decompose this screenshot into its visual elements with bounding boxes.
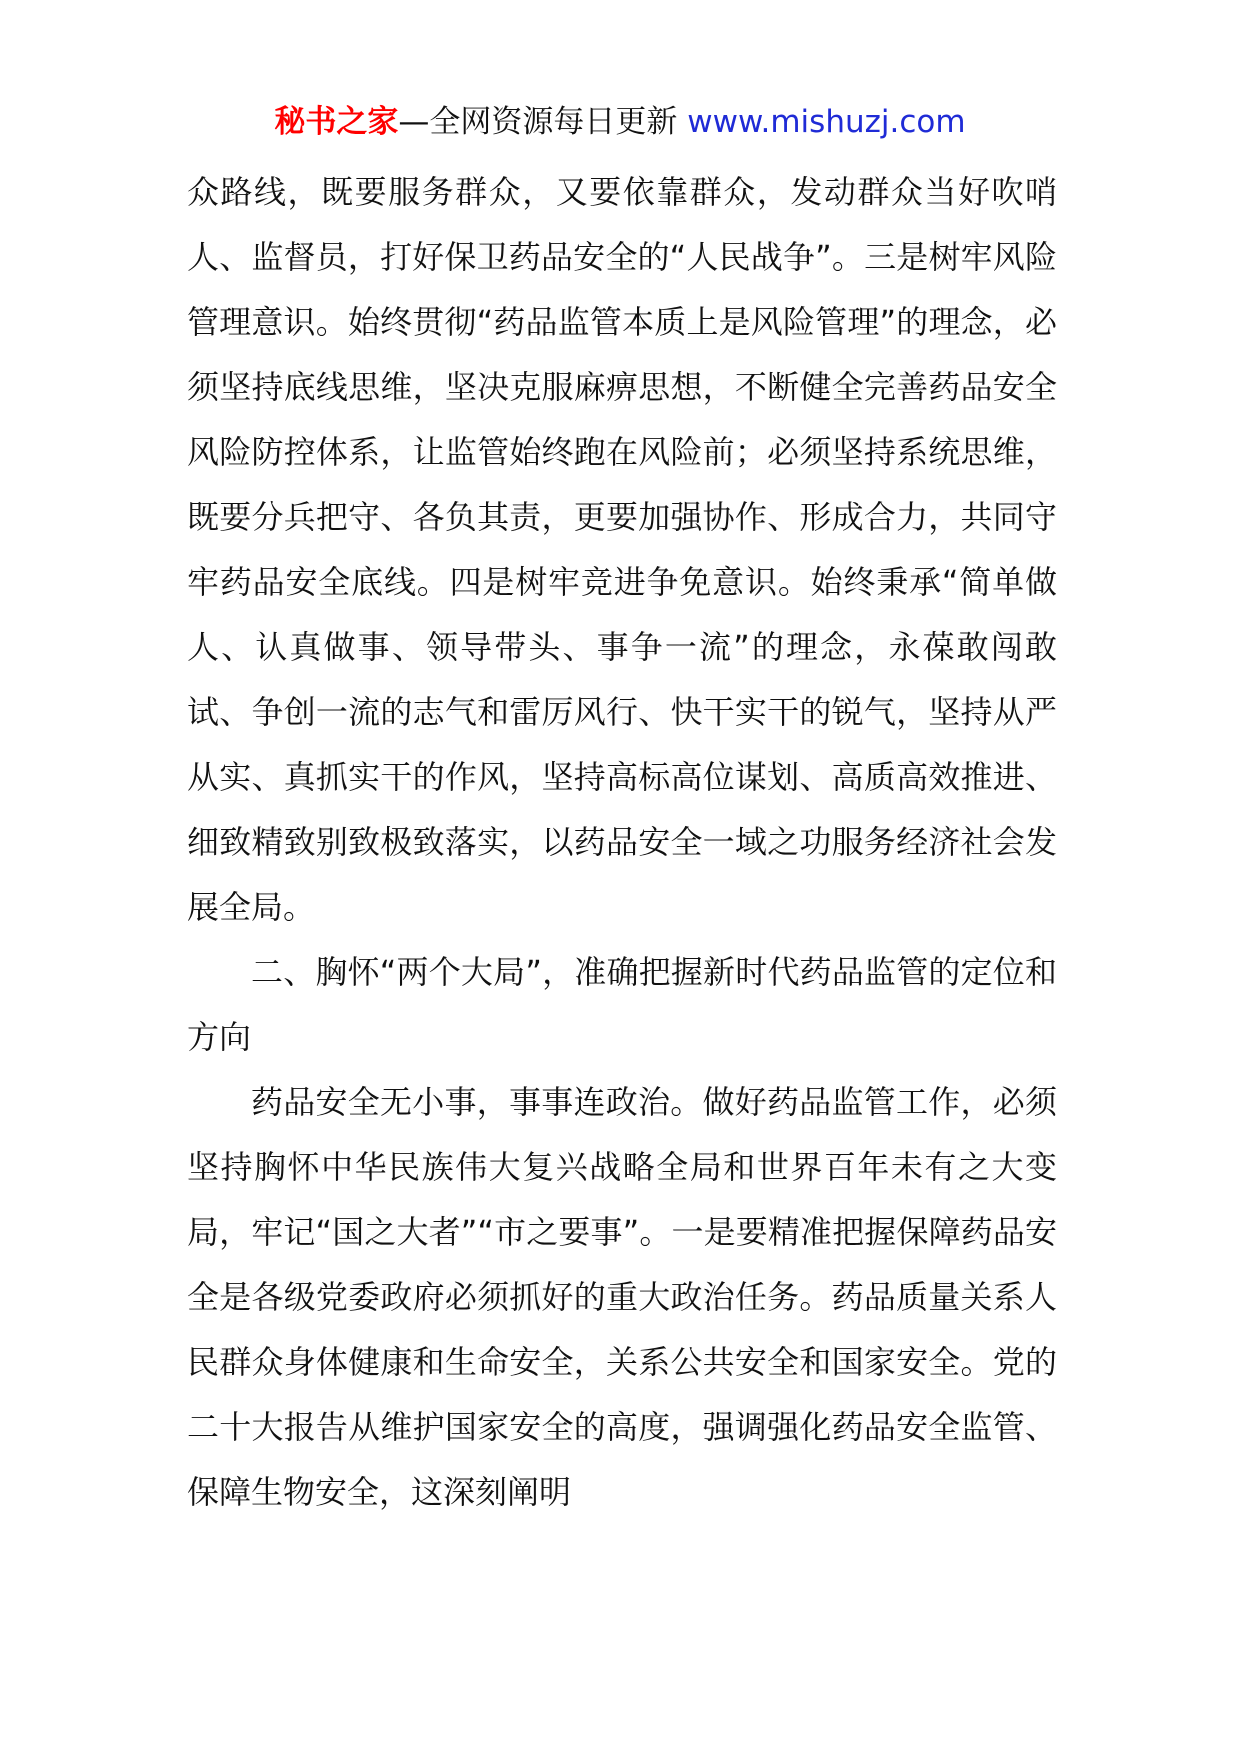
document-body: [187, 160, 1057, 1525]
page-header: [0, 100, 1240, 144]
body-paragraph: 药品安全无小事，事事连政治。做好药品监管工作，必须坚持胸怀中华民族伟大复兴战略全局和世界百年未有之大变局，牢记“国之大者”“市之要事”。一是要精准把握保障药品安全是各级党委政府必须抓好的重大政治任务。药品质量关系人民群众身体健康和生命安全，关系公共安全和国家安全。党的二十大报告从维护国家安全的高度，强调强化药品安全监管、保障生物安全，这深刻阐明: [187, 1083, 1057, 1511]
site-brand: 秘书之家: [274, 104, 399, 140]
section-heading: 二、胸怀“两个大局”，准确把握新时代药品监管的定位和方向: [187, 953, 1057, 1056]
body-paragraph: 众路线，既要服务群众，又要依靠群众，发动群众当好吹哨人、监督员，打好保卫药品安全的“人民战争”。三是树牢风险管理意识。始终贯彻“药品监管本质上是风险管理”的理念，必须坚持底线思维，坚决克服麻痹思想，不断健全完善药品安全风险防控体系，让监管始终跑在风险前；必须坚持系统思维，既要分兵把守、各负其责，更要加强协作、形成合力，共同守牢药品安全底线。四是树牢竞进争免意识。始终秉承“简单做人、认真做事、领导带头、事争一流”的理念，永葆敢闯敢试、争创一流的志气和雷厉风行、快干实干的锐气，坚持从严从实、真抓实干的作风，坚持高标高位谋划、高质高效推进、细致精致别致极致落实，以药品安全一域之功服务经济社会发展全局。: [187, 173, 1057, 926]
site-tagline: —全网资源每日更新: [398, 104, 678, 140]
site-url-link[interactable]: www.mishuzj.com: [687, 104, 966, 140]
